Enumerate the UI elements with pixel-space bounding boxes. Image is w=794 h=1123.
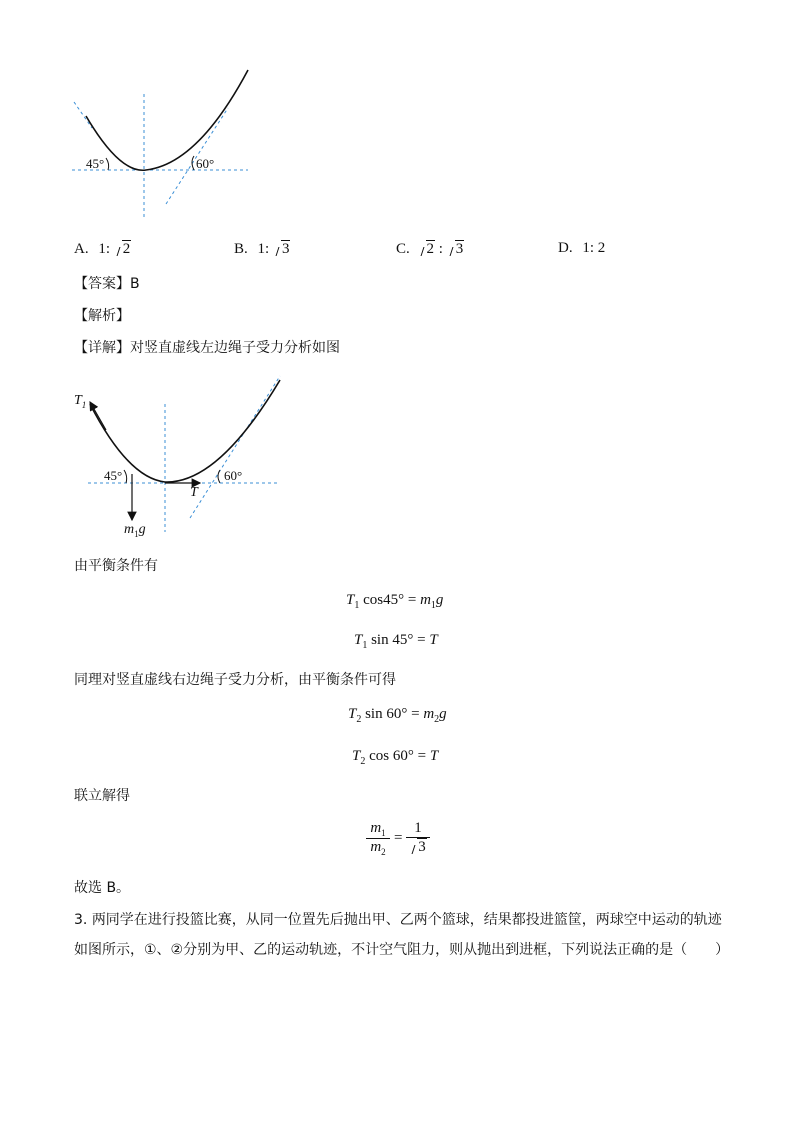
option-c-colon: :	[438, 241, 443, 257]
t1-label	[74, 393, 86, 410]
equation-5-rhs-fraction	[406, 820, 430, 856]
t1-arrow	[90, 402, 106, 430]
eq1-t-sub: 1	[354, 600, 360, 611]
eq1-g: g	[435, 592, 444, 608]
right-tangent-dashed-line	[190, 376, 280, 518]
conclusion: 故选 B。	[74, 880, 131, 896]
figure-1-right-angle-label: 60°	[196, 156, 215, 171]
eq4-func: cos	[369, 748, 390, 764]
eq4-t-sub: 2	[360, 756, 366, 767]
figure-2-left-angle-label: 45°	[104, 468, 123, 483]
mg-label	[124, 522, 146, 539]
option-d-text: 1: 2	[582, 240, 606, 256]
eq5-rhs-numerator: 1	[414, 820, 422, 836]
figure-1-rope-diagram	[68, 64, 258, 224]
eq1-m: m	[420, 592, 431, 608]
option-c-radicand-1: 2	[426, 241, 435, 257]
eq1-func: cos	[363, 592, 384, 608]
eq5-den-sub: 2	[381, 847, 386, 857]
left-angle-arc	[124, 470, 127, 483]
option-c	[396, 240, 464, 258]
sqrt-symbol	[409, 838, 427, 856]
eq3-angle: 60° =	[386, 706, 420, 722]
eq5-num-sub: 1	[381, 828, 386, 838]
option-d	[558, 240, 605, 257]
eq4-rhs: T	[429, 748, 439, 764]
question-3-line-2: 如图所示，①、②分别为甲、乙的运动轨迹，不计空气阻力，则从抛出到进框，下列说法正确的是（ ）	[74, 942, 730, 958]
eq5-num-m: m	[370, 820, 382, 836]
sqrt-symbol	[418, 240, 436, 258]
eq3-func: sin	[365, 706, 383, 722]
eq3-g: g	[439, 706, 447, 722]
sqrt-symbol	[114, 240, 132, 258]
mg-subscript: 1	[134, 528, 139, 539]
sqrt-symbol	[447, 240, 465, 258]
mg-g: g	[138, 522, 146, 537]
rope-curve	[90, 380, 280, 482]
eq2-angle: 45° =	[392, 632, 426, 648]
eq2-rhs: T	[429, 632, 438, 648]
equation-4	[352, 748, 438, 767]
equation-3	[348, 706, 447, 725]
combined-solve: 联立解得	[74, 788, 130, 804]
equilibrium-intro: 由平衡条件有	[74, 558, 158, 574]
option-b-left: 1:	[257, 241, 270, 257]
figure-2-force-diagram	[68, 370, 288, 540]
answer-value: B	[130, 276, 140, 292]
eq5-fraction-bar	[366, 838, 390, 857]
option-a	[74, 240, 131, 258]
option-b	[234, 240, 290, 258]
eq5-den-m: m	[370, 839, 382, 855]
eq3-t-sub: 2	[356, 714, 362, 725]
detail-line	[74, 338, 340, 358]
option-c-radicand-2: 3	[455, 241, 464, 257]
option-a-radicand: 2	[122, 241, 131, 257]
answer-line	[74, 274, 140, 294]
t1-letter: T	[74, 393, 82, 408]
left-tangent-dashed-line	[74, 102, 92, 128]
eq3-m-sub: 2	[434, 714, 440, 725]
equation-1	[346, 592, 443, 611]
left-angle-arc	[106, 158, 109, 170]
question-3-line-1	[74, 910, 722, 930]
option-c-letter: C.	[396, 241, 410, 257]
eq2-t: T	[354, 632, 363, 648]
option-a-left: 1:	[98, 241, 111, 257]
eq3-m: m	[423, 706, 435, 722]
rope-curve	[86, 70, 248, 170]
eq1-t: T	[346, 592, 355, 608]
right-analysis: 同理对竖直虚线右边绳子受力分析，由平衡条件可得	[74, 672, 396, 688]
eq3-t: T	[348, 706, 357, 722]
figure-1-left-angle-label: 45°	[86, 156, 105, 171]
eq4-angle: 60° =	[392, 748, 427, 764]
mg-m: m	[124, 522, 135, 537]
option-b-radicand: 3	[281, 241, 290, 257]
figure-2-right-angle-label: 60°	[224, 468, 243, 483]
option-a-letter: A.	[74, 241, 89, 257]
eq1-angle: 45° =	[383, 592, 417, 608]
eq5-rhs-fraction-bar	[406, 837, 430, 856]
question-3-number: 3.	[74, 912, 88, 928]
answer-tag: 【答案】	[74, 276, 130, 292]
eq5-numerator	[366, 820, 390, 838]
eq2-func: sin	[371, 632, 389, 648]
equation-2	[354, 632, 438, 651]
equation-5-lhs-fraction	[366, 820, 390, 857]
detail-tag: 【详解】	[74, 340, 130, 356]
eq5-equals: =	[394, 830, 403, 846]
t-label: T	[190, 485, 198, 500]
sqrt-symbol	[273, 240, 291, 258]
eq4-t: T	[352, 748, 361, 764]
detail-text: 对竖直虚线左边绳子受力分析如图	[130, 340, 340, 356]
option-b-letter: B.	[234, 241, 248, 257]
question-3-text-1: 两同学在进行投篮比赛，从同一位置先后抛出甲、乙两个篮球，结果都投进篮筐，两球空中运动的轨迹	[91, 912, 722, 928]
t1-subscript: 1	[81, 399, 87, 410]
option-d-letter: D.	[558, 240, 573, 256]
eq1-m-sub: 1	[430, 600, 436, 611]
eq5-rhs-radicand: 3	[418, 839, 426, 855]
analysis-tag: 【解析】	[74, 308, 130, 324]
eq2-t-sub: 1	[362, 640, 368, 651]
